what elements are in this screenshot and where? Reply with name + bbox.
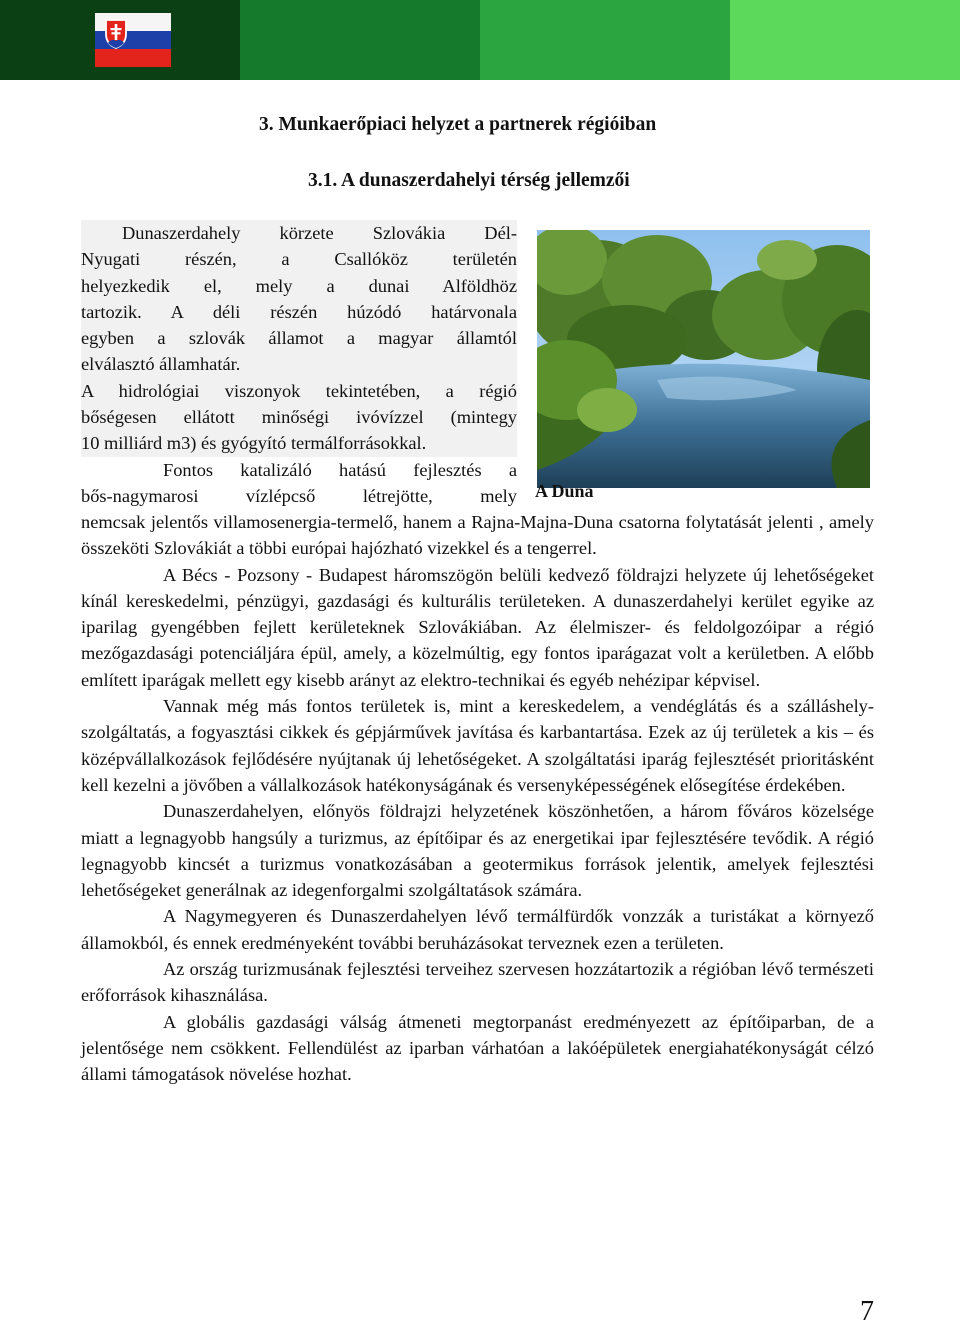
- image-caption: A Duna: [535, 481, 594, 501]
- text-line: 10 milliárd m3) és gyógyító termálforrásokkal.: [81, 433, 427, 454]
- text-line: egyben a szlovák államot a magyar államtól: [81, 328, 517, 349]
- paragraph: nemcsak jelentős villamosenergia-termelő, hanem a Rajna-Majna-Duna csatorna folytatását jelenti , amely összeköti Szlovákiát a többi európai hajózható vizekkel és a tengerrel.: [81, 512, 874, 559]
- header-segment-light: [730, 0, 960, 80]
- text-line: tartozik. A déli részén húzódó határvonala: [81, 301, 517, 322]
- text-line: elválasztó államhatár.: [81, 354, 241, 375]
- paragraph: Az ország turizmusának fejlesztési terveihez szervesen hozzátartozik a régióban lévő természeti erőforrások kihasználása.: [81, 959, 874, 1006]
- slovakia-flag-icon: [95, 13, 171, 67]
- paragraph: A Bécs - Pozsony - Budapest háromszögön belüli kedvező földrajzi helyzete új lehetőségeket kínál kereskedelmi, pénzügyi, gazdasági és kulturális területeken. A dunaszerdahelyi kerület egyike az iparilag gyengébben fejlett kerületeknek Szlovákiában. Az élelmiszer- és feldolgozóipar a régió mezőgazdasági potenciáljára épül, amely, a közelmúltig, egy fontos iparágazat volt a kerületben. A előbb említett iparágak mellett egy kisebb arányt az elektro-technikai és egyéb nehézipar képvisel.: [81, 564, 874, 690]
- text-line: Fontos katalizáló hatású fejlesztés a: [163, 459, 517, 480]
- header-segment-mid: [240, 0, 480, 80]
- paragraph: Dunaszerdahelyen, előnyös földrajzi helyzetének köszönhetően, a három főváros közelsége miatt a legnagyobb hangsúly a turizmus, az építőipar és az energetikai ipar fejlesztésére tevődik. A régió legnagyobb kincsét a turizmus vonatkozásában a geotermikus források jelentik, amelyek fejlesztési lehetőségeket generálnak az idegenforgalmi szolgáltatások számára.: [81, 801, 874, 901]
- text-line: bős-nagymarosi vízlépcső létrejötte, mely: [81, 485, 517, 506]
- river-photo: [537, 230, 870, 488]
- header-segment-green: [480, 0, 730, 80]
- text-line: Dunaszerdahely körzete Szlovákia Dél-: [122, 223, 517, 243]
- header-band: [0, 0, 960, 80]
- paragraph: A globális gazdasági válság átmeneti megtorpanást eredményezett az építőiparban, de a jelentősége nem csökkent. Fellendülést az iparban várhatóan a lakóépületek energiahatékonyságát célzó állami támogatások növelése hozhat.: [81, 1011, 874, 1085]
- section-title: 3. Munkaerőpiaci helyzet a partnerek régióiban: [259, 114, 657, 135]
- subsection-title: 3.1. A dunaszerdahelyi térség jellemzői: [308, 170, 630, 191]
- text-line: bőségesen ellátott minőségi ivóvízzel (mintegy: [81, 407, 517, 428]
- text-line: Nyugati részén, a Csallóköz területén: [81, 249, 517, 270]
- text-line: A hidrológiai viszonyok tekintetében, a régió: [81, 380, 517, 401]
- paragraph: Vannak még más fontos területek is, mint a kereskedelem, a vendéglátás és a szálláshely-szolgáltatás, a fogyasztási cikkek és gépjárművek javítása és karbantartása. Ezek az új területek a kis – és középvállalkozások fejlődésére nyújtanak új lehetőségeket. A szolgáltatási iparág fejlesztését prioritásként kell kezelni a jövőben a vállalkozások hatékonyságának és versenyképességének elősegítése érdekében.: [81, 696, 874, 795]
- intro-text-column: [81, 220, 517, 509]
- highlighted-intro: [81, 220, 517, 457]
- page-number: 7: [860, 1296, 874, 1327]
- text-line: helyezkedik el, mely a dunai Alföldhöz: [81, 275, 517, 296]
- body-text: [81, 509, 874, 1088]
- paragraph: A Nagymegyeren és Dunaszerdahelyen lévő termálfürdők vonzzák a turistákat a környező államokból, és ennek eredményeként további beruházásokat terveznek ezen a területen.: [81, 906, 874, 953]
